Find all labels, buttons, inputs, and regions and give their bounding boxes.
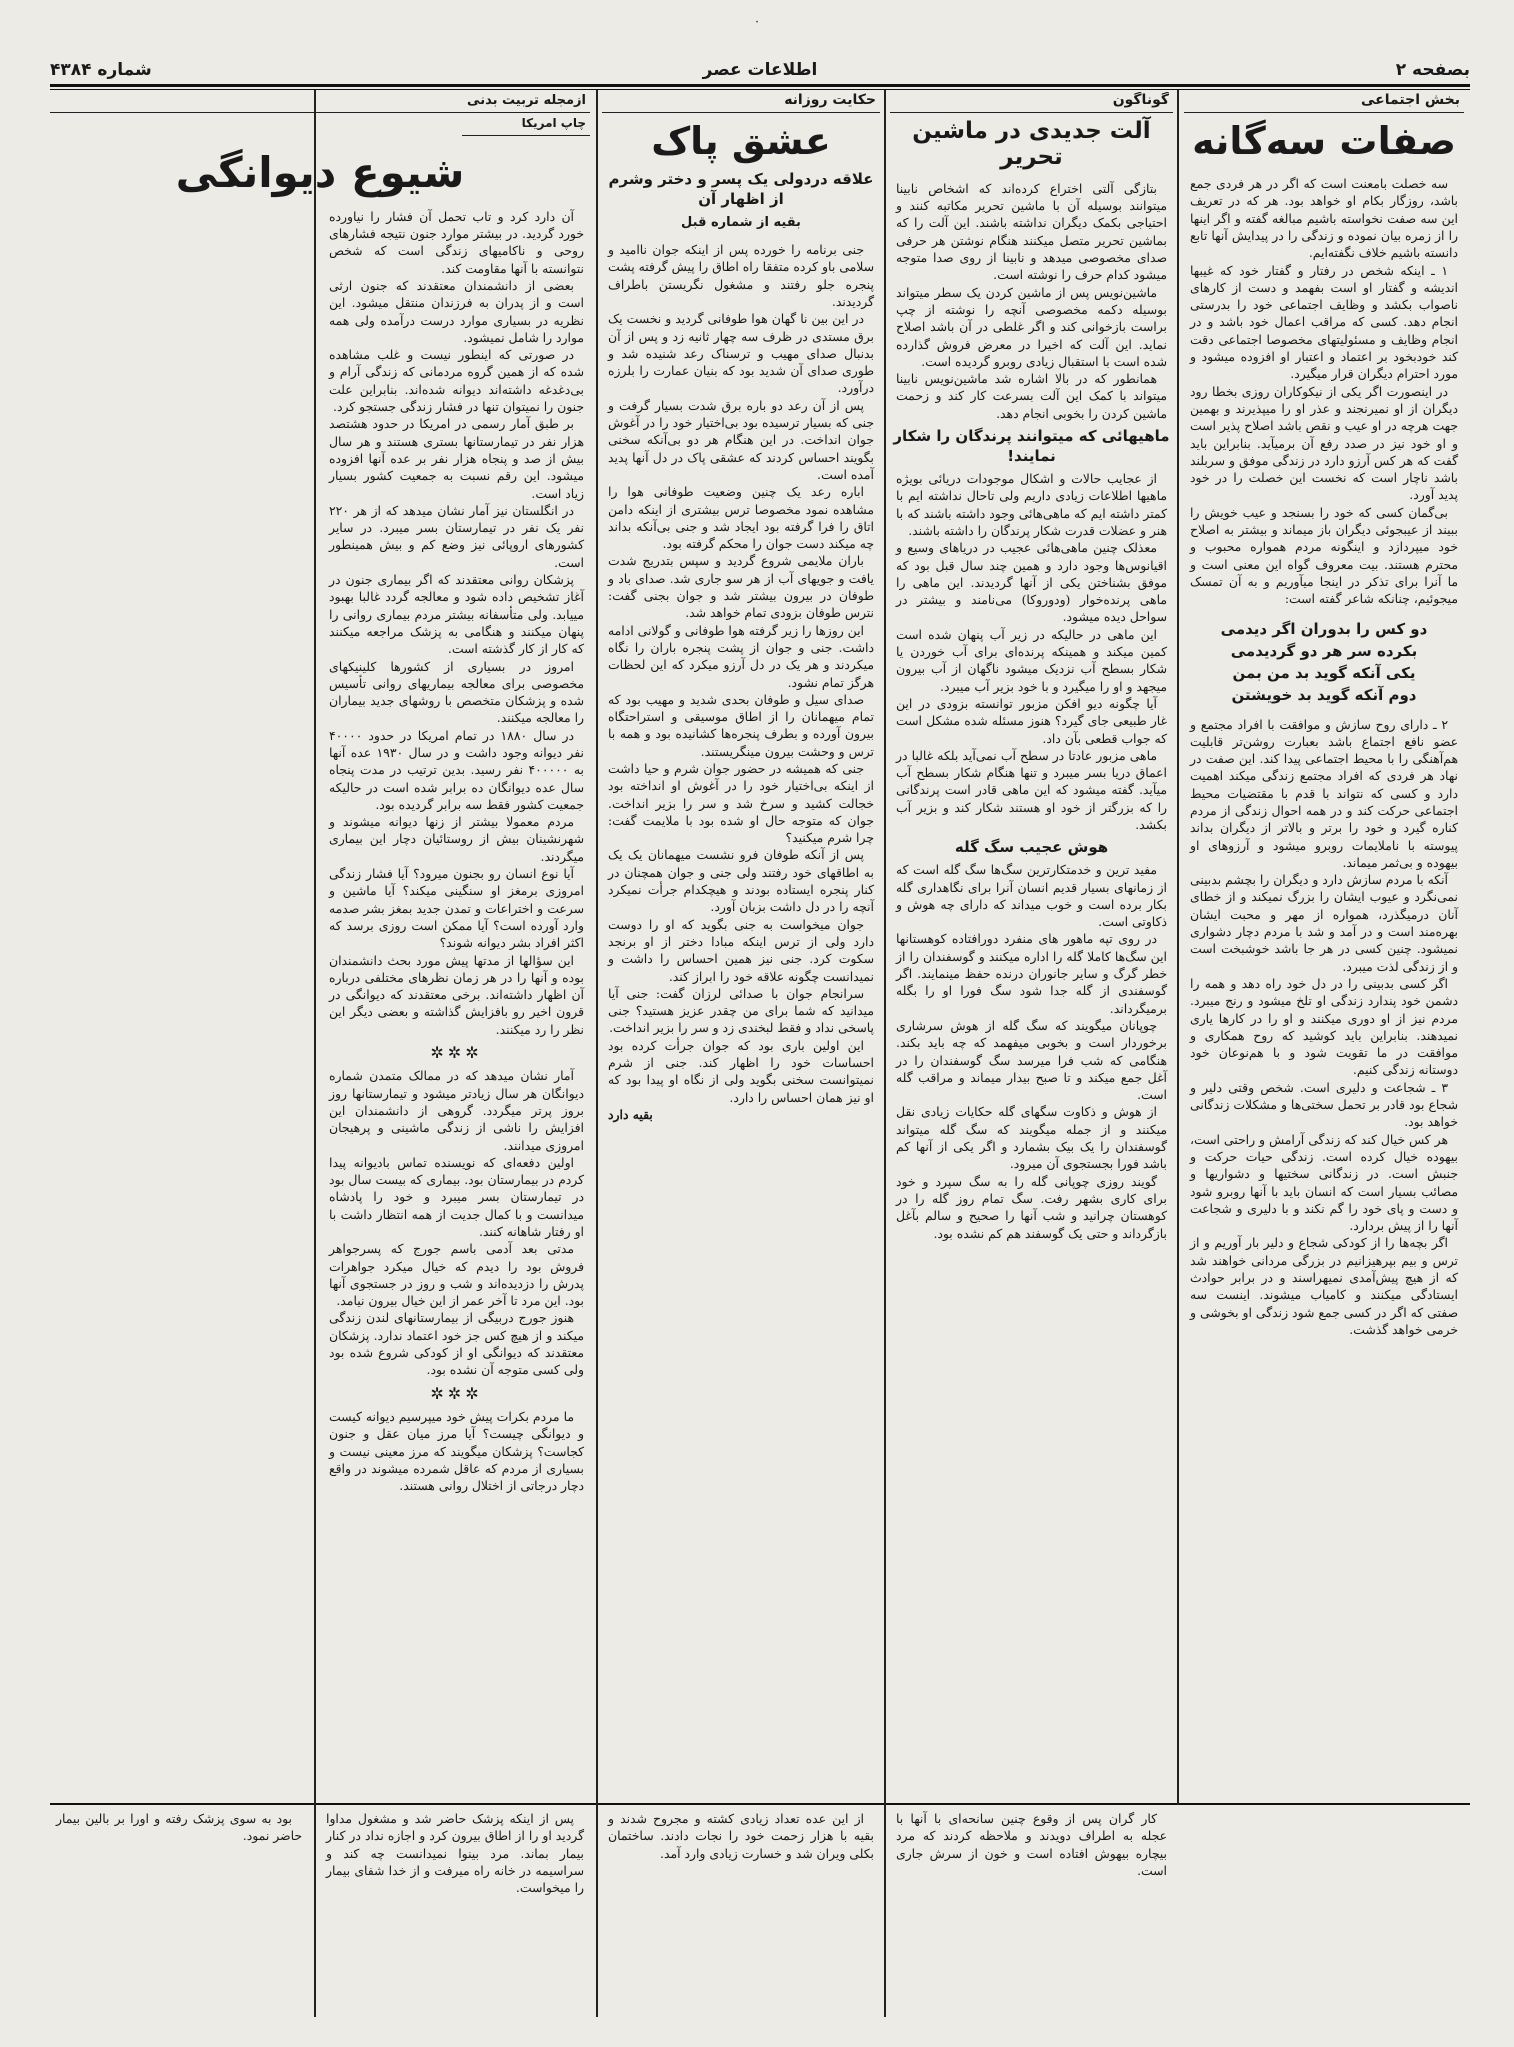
newspaper-name: اطلاعات عصر: [702, 60, 818, 80]
header-rule-bottom: [50, 89, 1470, 90]
paragraph: سه خصلت بامعنت است که اگر در هر فردی جمع باشد، روزگار بکام او خواهد بود. هر که در تعریف این سه صفت نخواسته باشیم مبالغه گفته و اگر اینها را از زمره بیان نموده و زندگی را در پیدایش آنها تابع دانسته باشیم خلاف نگفته‌ایم.: [1190, 176, 1458, 261]
section-label: ازمجله تربیت بدنی: [467, 93, 586, 108]
paragraph: هنوز جورج دربیگی از بیمارستانهای لندن زندگی میکند و از هیچ کس جز خود اعتماد ندارد. پزشکان معتقدند که دیوانگی او از کودکی شروع شده بود ولی کسی متوجه آن نشده بود.: [329, 1310, 584, 1378]
article-title: آلت جدیدی در ماشین تحریر: [912, 118, 1151, 170]
paragraph: صدای سیل و طوفان بحدی شدید و مهیب بود که تمام میهمانان را از اطاق موسیقی و استراحتگاه بیرون آورده و بطرف پنجره‌ها کشانیده بود و همه با ترس و وحشت بیرون مینگریستند.: [608, 691, 874, 759]
paragraph: کار گران پس از وقوع چنین سانحه‌ای با آنها با عجله به اطراف دویدند و ملاحظه کردند که مرد بیچاره بیهوش افتاده است و خون از سرش جاری است.: [896, 1811, 1167, 1878]
continued-label: بقیه از شماره قبل: [681, 215, 801, 231]
column-misc: [890, 92, 1173, 1992]
paragraph: ماشین‌نویس پس از ماشین کردن یک سطر میتواند بوسیله دکمه مخصوصی آنچه را نوشته از چپ براست بازخوانی کند و اگر غلطی در آن باشد اصلاح نماید. این آلت که اخیرا در معرض فروش گذارده شده است با استقبال زیادی روبرو گردیده است.: [896, 284, 1167, 369]
paragraph: مردم معمولا بیشتر از زنها دیوانه میشوند و شهرنشینان بیش از روستائیان دچار این بیماری میگردند.: [329, 814, 584, 864]
bottom-block: [890, 1810, 1173, 2015]
paragraph: این ماهی در حالیکه در زیر آب پنهان شده است کمین میکند و همینکه پرنده‌ای برای آب خوردن یا شکار بسطح آب نزدیک میشود ناگهان از آب بیرون میجهد و او را میگیرد و با خود بزیر آب میبرد.: [896, 626, 1167, 694]
poem: [1184, 618, 1464, 706]
poem-line: دو کس را بدوران اگر دیدمی: [1220, 619, 1428, 638]
paragraph: آمار نشان میدهد که در ممالک متمدن شماره دیوانگان هر سال زیادتر میشود و تیمارستانها روز بروز پرتر میگردد. گروهی از دانشمندان این افزایش را ناشی از زندگی ماشینی و پرهیجان امروزی میدانند.: [329, 1068, 584, 1153]
paragraph: آیا نوع انسان رو بجنون میرود؟ آیا فشار زندگی امروزی برمغز او سنگینی میکند؟ آیا ماشین و سرعت و اختراعات و تمدن جدید بمغز بشر صدمه وارد آورده است؟ آیا ممکن است روزی برسد که اکثر افراد بشر دیوانه شوند؟: [329, 866, 584, 951]
paragraph: جنی که همیشه در حضور جوان شرم و حیا داشت از اینکه بی‌اختیار خود را در آغوش او انداخته بود خجالت کشید و سرخ شد و سر را بزیر انداخت. جوان که متوجه حال او شده بود با ملایمت گفت: چرا شرم میکنید؟: [608, 761, 874, 846]
paragraph: اولین دفعه‌ای که نویسنده تماس بادیوانه پیدا کردم در بیمارستان بود. بیماری که بیست سال بود در تیمارستان بسر میبرد و خود را پادشاه میدانست و با کمال جدیت از همه انتظار داشت با او رفتار شاهانه کنند.: [329, 1154, 584, 1239]
section-header: [50, 92, 590, 113]
paragraph: جنی برنامه را خورده پس از اینکه جوان ناامید و سلامی باو کرده متفقا راه اطاق را پیش گرفته پشت پنجره جلو رفتند و مشغول نگریستن باطراف گردیدند.: [608, 242, 874, 309]
article-title: شیوع دیوانگی: [175, 147, 465, 197]
paragraph: پس از اینکه پزشک حاضر شد و مشغول مداوا گردید او را از اطاق بیرون کرد و اجازه نداد در کنار بیمار بماند. مرد بینوا نمیدانست چه کند و سراسیمه در خانه راه میرفت و از خدا شفای بیمار را میخواست.: [326, 1811, 584, 1896]
paragraph: آیا چگونه دیو افکن مزبور توانسته بزودی در این غار طبیعی جای گیرد؟ هنوز مسئله شده مشکل است که جواب قطعی بآن داد.: [896, 695, 1167, 746]
paragraph: بود به سوی پزشک رفته و اورا بر بالین بیمار حاضر نمود.: [56, 1811, 302, 1844]
paragraph: ۲ ـ دارای روح سازش و موافقت با افراد مجتمع و عضو نافع اجتماع باشد بعبارت روشن‌تر قابلیت هم‌آهنگی را با محیط اجتماعی پیدا کند. این صفت در نهاد هر فردی که افراد مجتمع زندگی میکند اهمیت دارد و کسی که نتواند با قدم با مقتضیات محیط اجتماعی حرکت کند و در همه احوال زندگی از مردم کناره گیرد و خود را برتر و بالاتر از دیگران بداند پیوسته با ناملایمات روبرو میشود و آرزوهای او بیهوده و بی‌ثمر میماند.: [1190, 716, 1458, 870]
paragraph: گویند روزی چوپانی گله را به سگ سپرد و خود برای کاری بشهر رفت. سگ تمام روز گله را در کوهستان چرانید و شب آنها را صحیح و سالم بآغل بازگرداند و حتی یک گوسفند هم کم نشده بود.: [896, 1173, 1167, 1241]
column-divider: [884, 90, 886, 1805]
paragraph: هر کس خیال کند که زندگی آرامش و راحتی است، بیهوده خیال کرده است. زندگی حیات حرکت و جنبش است. در زندگانی سختیها و دشواریها و مصائب بسیار است که انسان باید با آنها روبرو شود و دست و پای خود را گم نکند و با دلیری و شجاعت آنها را از پیش بردارد.: [1190, 1131, 1458, 1234]
paragraph: در صورتی که اینطور نیست و غلب مشاهده شده که از همین گروه مردمانی که زندگی آرام و بی‌دغدغه داشته‌اند دیوانه شده‌اند. بنابراین علت جنون را نمیتوان تنها در فشار زندگی جستجو کرد.: [329, 347, 584, 415]
paragraph: مدتی بعد آدمی باسم جورج که پسرجواهر فروش بود را دیدم که خیال میکرد جواهرات پدرش را دزدیده‌اند و شب و روز در جستجوی آنها بود. این مرد تا آخر عمر از این خیال بیرون نیامد.: [329, 1241, 584, 1309]
paragraph: بعضی از دانشمندان معتقدند که جنون ارثی است و از پدران به فرزندان منتقل میشود. این نظریه در بسیاری موارد درست درآمده ولی همه موارد را شامل نمیشود.: [329, 277, 584, 345]
bottom-block: [320, 1810, 590, 2015]
paragraph: اباره رعد یک چنین وضعیت طوفانی هوا را مشاهده نمود مخصوصا ترس بیشتری از اینکه دامن اتاق را فرا گرفته بود ایجاد شد و جنی بی‌آنکه بداند چه میکند دست جوان را محکم گرفته بود.: [608, 484, 874, 552]
bottom-block: [50, 1810, 308, 2015]
paragraph: در انگلستان نیز آمار نشان میدهد که از هر ۲۲۰ نفر یک نفر در تیمارستان بسر میبرد. در سایر کشورهای اروپائی نیز وضع کم و بیش همینطور است.: [329, 502, 584, 570]
paragraph: از عجایب حالات و اشکال موجودات دریائی بویژه ماهیها اطلاعات زیادی داریم ولی تاحال نداشته ایم با کمتر داشته ایم که ماهی‌هائی وجود داشته باشند که با هنر و عضلات قدرت شکار پرندگان را داشته باشند.: [896, 471, 1167, 538]
section-label: گوناگون: [890, 92, 1173, 113]
bottom-block: [602, 1810, 880, 2015]
article-title: صفات سه‌گانه: [1192, 119, 1456, 164]
paragraph: در سال ۱۸۸۰ در تمام امریکا در حدود ۴۰۰۰۰ نفر دیوانه وجود داشت و در سال ۱۹۳۰ عده آنها به ۴۰۰۰۰۰ نفر رسید. بدین ترتیب در مدت پنجاه سال عده دیوانگان ده برابر شده است در حالیکه جمعیت کشور فقط سه برابر گردیده بود.: [329, 727, 584, 812]
article-subtitle: هوش عجیب سگ گله: [954, 838, 1109, 857]
paragraph: از هوش و ذکاوت سگهای گله حکایات زیادی نقل میکنند و از جمله میگویند که سگ گله میتواند گوسفندان را یک بیک بشمارد و اگر یکی از آنها کم باشد فورا بجستجوی آن میرود.: [896, 1104, 1167, 1172]
paragraph: این روزها را زیر گرفته هوا طوفانی و گولانی ادامه داشت. جنی و جوان از پشت پنجره باران را نگاه میکردند و هر یک در دل آرزو میکرد که این لحظات هرگز تمام نشود.: [608, 622, 874, 690]
article-body: [50, 208, 590, 1728]
paragraph: ماهی مزبور عادتا در سطح آب نمی‌آید بلکه غالبا در اعماق دریا بسر میبرد و تنها هنگام شکار بسطح آب میآید. گفته میشود که این ماهی قادر است پرندگانی را که بزرگتر از خود او هستند شکار کند و بزیر آب بکشد.: [896, 747, 1167, 832]
column-story: [602, 92, 880, 1797]
section-label: حکایت روزانه: [602, 92, 880, 113]
paragraph: در اینصورت اگر یکی از نیکوکاران روزی بخطا رود دیگران از او نمیرنجند و عذر او را میپذیرند و بهمین جهت هرچه در او عیب و نقص باشد اصلاح پذیر است و او خود نیز در صدد رفع آن برمیآید. بنابراین باید گفت که هر کس آرزو دارد در زندگی موفق و سربلند باشد ناچار است که نخست این خصلت را در خود پدید آورد.: [1190, 383, 1458, 503]
page-number-label: بصفحه ۲: [1395, 60, 1470, 80]
column-divider: [884, 1805, 886, 2017]
paragraph: بی‌گمان کسی که خود را بسنجد و عیب خویش را ببیند از عیبجوئی دیگران باز میماند و بیشتر به اصلاح خود میپردازد و اینگونه مردم همواره محبوب و محترم هستند. بیت معروف گواه این معنی است و ما آنرا برای تذکر در اینجا میآوریم و به آن تمسک میجوئیم، چنانکه شاعر گفته است:: [1190, 504, 1458, 607]
paragraph: ما مردم بکرات پیش خود میپرسیم دیوانه کیست و دیوانگی چیست؟ آیا مرز میان عقل و جنون کجاست؟ پزشکان میگویند که مرز معینی نیست و بسیاری از مردم که عاقل شمرده میشوند در واقع دچار درجاتی از اختلال روانی هستند.: [329, 1408, 584, 1494]
article-title: عشق پاک: [651, 119, 831, 164]
paragraph: آن دارد کرد و تاب تحمل آن فشار را نیاورده خورد گردید. در بیشتر موارد جنون نتیجه فشارهای روحی و ناکامیهای زندگی است که شخص نتوانسته با آنها مقاومت کند.: [329, 208, 584, 276]
paragraph: بتازگی آلتی اختراع کرده‌اند که اشخاص نابینا میتوانند بوسیله آن با ماشین تحریر مکاتبه کنند و احتیاجی بکمک دیگران نداشته باشند. این آلت را که بماشین تحریر متصل میکنند هنگام نوشتن هر حرفی صدای مخصوصی میدهد و نابینا از روی صدا متوجه میشود کدام حرف را نوشته است.: [896, 180, 1167, 283]
paragraph: بر طبق آمار رسمی در امریکا در حدود هشتصد هزار نفر در تیمارستانها بستری هستند و هر سال بیش از صد و پنجاه هزار نفر بر عده آنها افزوده میشود. این رقم نسبت به جمعیت کشور بسیار زیاد است.: [329, 416, 584, 501]
section-label: بخش اجتماعی: [1184, 92, 1464, 113]
column-divider: [314, 1805, 316, 2017]
paragraph: مفید ترین و خدمتکارترین سگ‌ها سگ گله است که از زمانهای بسیار قدیم انسان آنرا برای نگاهداری گله بکار برده است و خوب میداند که دارای چه هوش و ذکاوتی است.: [896, 862, 1167, 930]
paragraph: اگر کسی بدبینی را در دل خود راه دهد و همه را دشمن خود پندارد زندگی او تلخ میشود و رنج میبرد. مردم نیز از او دوری میکنند و او را در کارها یاری نمیدهند. بنابراین باید کوشید که روح همکاری و موافقت در ما تقویت شود و با هم‌نوعان خود دوستانه زندگی کنیم.: [1190, 975, 1458, 1078]
paragraph: چوپانان میگویند که سگ گله از هوش سرشاری برخوردار است و بخوبی میفهمد که چه باید بکند. هنگامی که شب فرا میرسد سگ گوسفندان را در آغل جمع میکند و تا صبح بیدار میماند و مراقب گله است.: [896, 1017, 1167, 1103]
paragraph: سرانجام جوان با صدائی لرزان گفت: جنی آیا میدانید که شما برای من چقدر عزیز هستید؟ جنی پاسخی نداد و فقط لبخندی زد و سر را بزیر انداخت.: [608, 985, 874, 1036]
paragraph: آنکه با مردم سازش دارد و دیگران را بچشم بدبینی نمی‌نگرد و عیوب ایشان را بزرگ نمیکند و از خطای آنان درمیگذرد، همواره از مهر و محبت ایشان بهره‌مند است و در آمد و شد با مردم دچار دشواری نمیشود. چنین کسی در هر جا باشد خوشبخت است و از زندگی لذت میبرد.: [1190, 872, 1458, 974]
separator-stars: ✲✲✲: [430, 1383, 483, 1403]
article-subtitle: علاقه دردولی یک پسر و دختر وشرم از اظهار آن: [608, 170, 874, 209]
poem-line: بکرده سر هر دو گردیدمی: [1230, 641, 1418, 660]
page-header: [50, 60, 1470, 82]
header-rule-top: [50, 84, 1470, 87]
paragraph: معذلک چنین ماهی‌هائی عجیب در دریاهای وسیع و اقیانوس‌ها وجود دارد و همین چند سال قبل بود که موفق بشناختن یکی از آنها گردیدند. این ماهی را ماهی پرنده‌خوار (ودوروکا) می‌نامند و بیشتر در سواحل دیده میشود.: [896, 540, 1167, 625]
column-divider: [1177, 90, 1179, 1805]
paragraph: اگر بچه‌ها را از کودکی شجاع و دلیر بار آوریم و از ترس و بیم بپرهیزانیم در بزرگی مردانی خواهند شد که از هیچ پیش‌آمدی نمیهراسند و در برابر حوادث ایستادگی میکنند و کامیاب میشوند. اینست سه صفتی که اگر در کسی جمع شود زندگی او بخوشی و خرمی خواهد گذشت.: [1190, 1235, 1458, 1337]
paragraph: جوان میخواست به جنی بگوید که او را دوست دارد ولی از ترس اینکه مبادا دختر از او برنجد سکوت کرد. جنی نیز همین احساس را داشت و نمیدانست چگونه علاقه خود را ابراز کند.: [608, 916, 874, 984]
column-madness: [50, 92, 590, 1797]
continued-to-label: بقیه دارد: [608, 1106, 653, 1122]
paragraph: پس از آنکه طوفان فرو نشست میهمانان یک یک به اطاقهای خود رفتند ولی جنی و جوان همچنان در کنار پنجره ایستاده بودند و هیچکدام جرأت نمیکرد آنچه را در دل داشت بزبان آورد.: [608, 847, 874, 915]
paragraph: در روی تپه ماهور های منفرد دورافتاده کوهستانها این سگ‌ها کاملا گله را اداره میکنند و گوسفندان را از خطر گرگ و سایر جانوران درنده حفظ مینمایند. اگر گوسفندی از گله جدا شود سگ فورا او را بگله برمیگرداند.: [896, 931, 1167, 1016]
issue-number: شماره ۴۳۸۴: [50, 60, 152, 80]
paragraph: این اولین باری بود که جوان جرأت کرده بود احساسات خود را اظهار کند. جنی از شرم نمیتوانست سخنی بگوید ولی از نگاه او پیدا بود که او نیز همان احساس را دارد.: [608, 1037, 874, 1105]
page-marker: ۰: [753, 14, 761, 28]
poem-line: دوم آنکه گوید بد خویشتن: [1231, 685, 1417, 704]
section-sublabel: چاپ امریکا: [462, 113, 590, 135]
paragraph: پس از آن رعد دو باره برق شدت بسیار گرفت و جنی که بسیار ترسیده بود بی‌اختیار خود را در آغوش جوان انداخت. در این هنگام هر دو بی‌آنکه سخنی بگویند احساس کردند که عشقی پاک در دل آنها پدید آمده است.: [608, 397, 874, 482]
paragraph: پزشکان روانی معتقدند که اگر بیماری جنون در آغاز تشخیص داده شود و معالجه گردد غالبا بهبود مییابد. ولی متأسفانه بیشتر مردم بیماری روانی را پنهان میکنند و هنگامی به پزشک مراجعه میکنند که کار از کار گذشته است.: [329, 572, 584, 657]
paragraph: همانطور که در بالا اشاره شد ماشین‌نویس نابینا میتواند با کمک این آلت بسرعت کار کند و زحمت ماشین کردن را بخوبی انجام دهد.: [896, 371, 1167, 421]
article-subtitle: ماهیهائی که میتوانند پرندگان را شکار نمایند!: [893, 427, 1170, 466]
paragraph: ۱ ـ اینکه شخص در رفتار و گفتار خود که غیبها اندیشه و گفتار او است بفهمد و دست از کارهای ناصواب بکشد و وظایف اجتماعی خود را بدرستی انجام دهد. کسی که مراقب اعمال خود باشد و در انجام وظایف و مسئولیتهای مخصوصا اجتماعی دقت کند خودبخود بر اعتماد و اعتبار او افزوده میشود و مورد احترام دیگران قرار میگیرد.: [1190, 262, 1458, 382]
paragraph: ۳ ـ شجاعت و دلیری است. شخص وقتی دلیر و شجاع بود قادر بر تحمل سختی‌ها و مشکلات زندگانی خواهد بود.: [1190, 1079, 1458, 1130]
column-divider: [596, 90, 598, 1805]
poem-line: یکی آنکه گوید بد من بمن: [1232, 663, 1416, 682]
paragraph: این سؤالها از مدتها پیش مورد بحث دانشمندان بوده و آنها را در هر زمان نظرهای مختلفی درباره آن اظهار داشته‌اند. برخی معتقدند که دیوانگی در قرون اخیر رو بافزایش گذاشته و بعضی دیگر این نظر را رد میکنند.: [329, 952, 584, 1037]
separator-stars: ✲✲✲: [430, 1043, 483, 1063]
paragraph: امروز در بسیاری از کشورها کلینیکهای مخصوصی برای معالجه بیماریهای روانی تأسیس شده و پزشکان متخصص با روشهای جدید بیماران را معالجه میکنند.: [329, 658, 584, 726]
column-divider: [596, 1805, 598, 2017]
column-social: [1184, 92, 1464, 1992]
paragraph: باران ملایمی شروع گردید و سپس بتدریج شدت یافت و جویهای آب از هر سو جاری شد. صدای باد و طوفان در بیرون بیشتر شد و جوان بجنی گفت: نترس طوفان بزودی تمام خواهد شد.: [608, 553, 874, 621]
paragraph: در این بین نا گهان هوا طوفانی گردید و نخست یک برق مستدی در ظرف سه چهار ثانیه زد و پس از آن بدنبال صدای مهیب و ترسناک رعد شنیده شد و طوری صدای آن شدید بود که بنیان عمارت را بلرزه درآورد.: [608, 311, 874, 396]
paragraph: از این عده تعداد زیادی کشته و مجروح شدند و بقیه با هزار زحمت خود را نجات دادند. ساختمان بکلی ویران شد و خسارت زیادی وارد آمد.: [608, 1811, 874, 1861]
